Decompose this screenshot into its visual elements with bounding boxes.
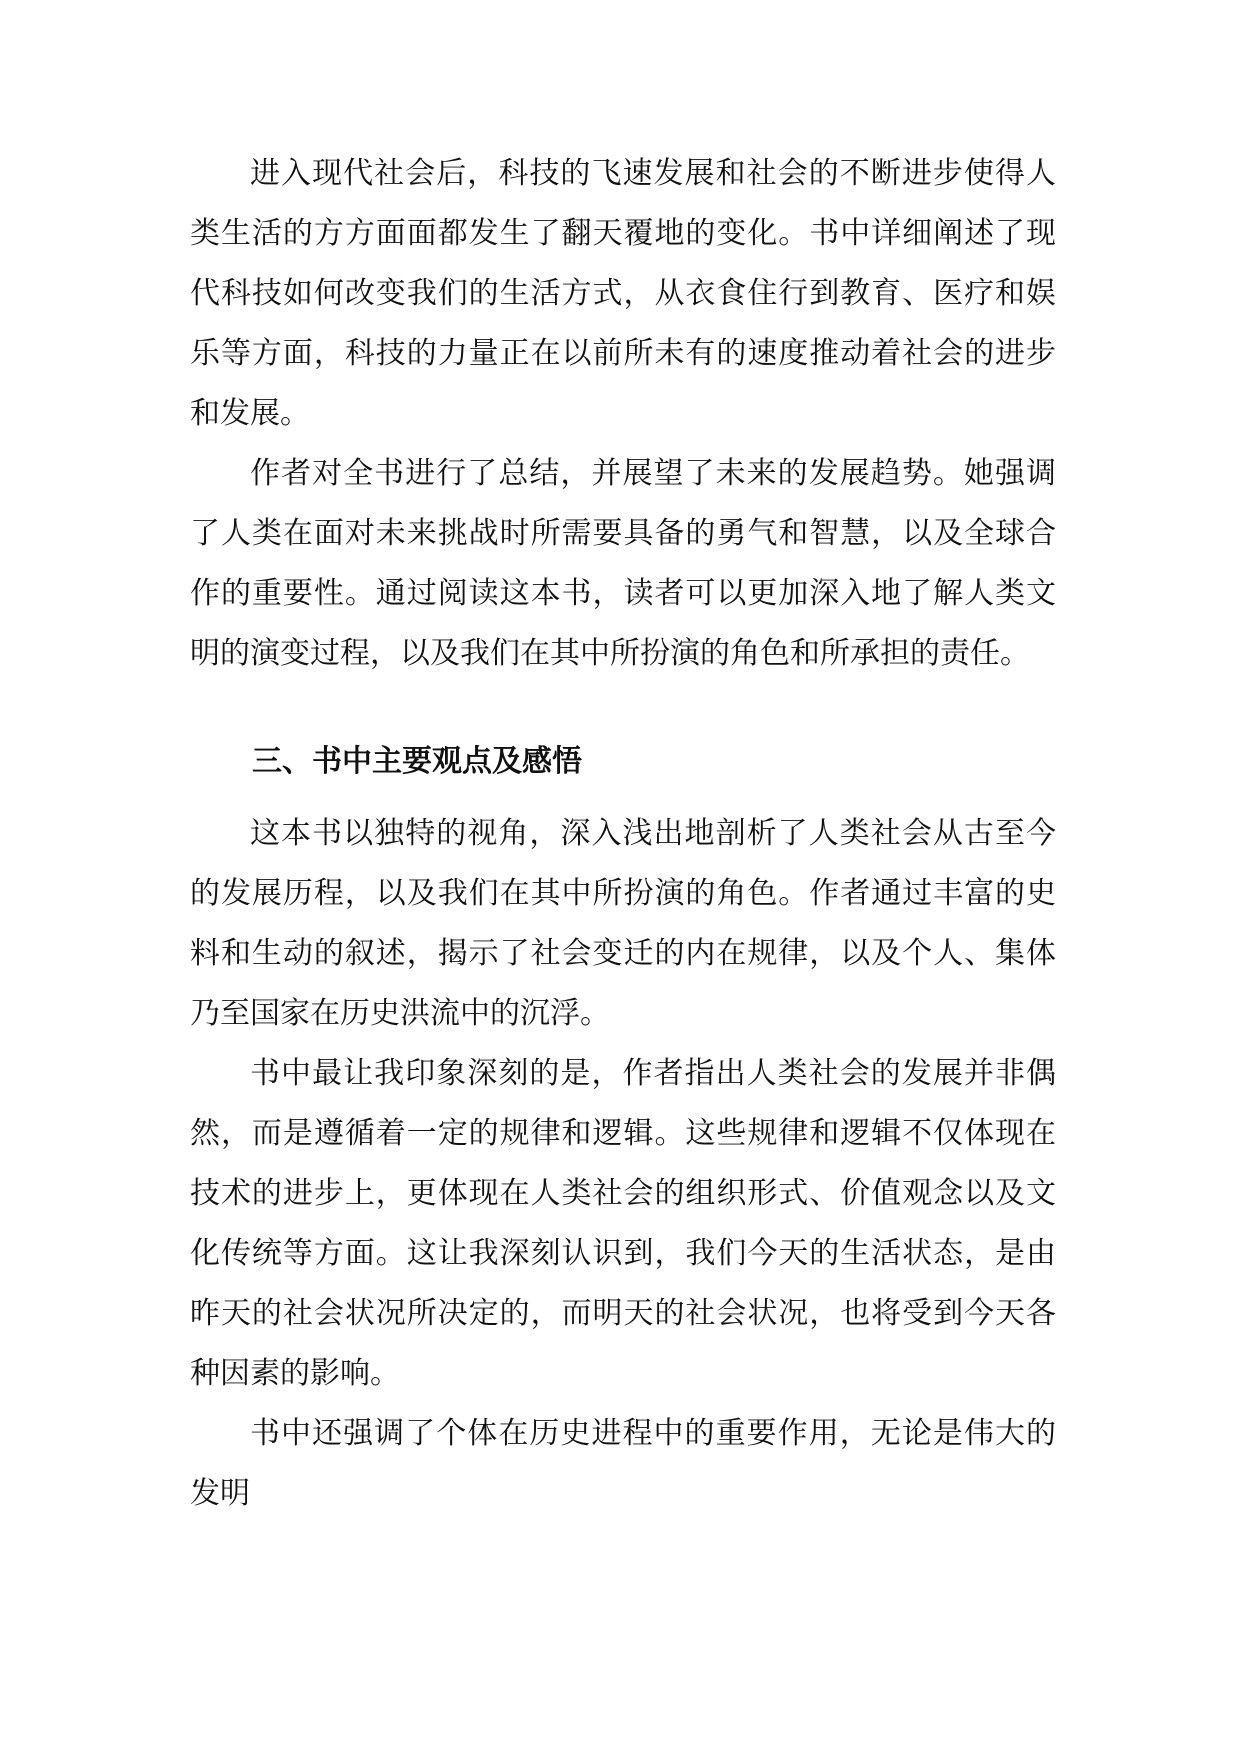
paragraph: 作者对全书进行了总结，并展望了未来的发展趋势。她强调了人类在面对未来挑战时所需要具备的勇气和智慧，以及全球合作的重要性。通过阅读这本书，读者可以更加深入地了解人类文明的演变过程，以及我们在其中所扮演的角色和所承担的责任。: [190, 456, 1056, 671]
paragraph: 进入现代社会后，科技的飞速发展和社会的不断进步使得人类生活的方方面面都发生了翻天覆地的变化。书中详细阐述了现代科技如何改变我们的生活方式，从衣食住行到教育、医疗和娱乐等方面，科技的力量正在以前所未有的速度推动着社会的进步和发展。: [190, 156, 1056, 431]
paragraph: 书中最让我印象深刻的是，作者指出人类社会的发展并非偶然，而是遵循着一定的规律和逻辑。这些规律和逻辑不仅体现在技术的进步上，更体现在人类社会的组织形式、价值观念以及文化传统等方面。这让我深刻认识到，我们今天的生活状态，是由昨天的社会状况所决定的，而明天的社会状况，也将受到今天各种因素的影响。: [190, 1056, 1056, 1391]
section-heading: 三、书中主要观点及感悟: [252, 744, 582, 779]
paragraph: 书中还强调了个体在历史进程中的重要作用，无论是伟大的发明: [190, 1416, 1056, 1511]
document-body: [190, 144, 1056, 1524]
paragraph: 这本书以独特的视角，深入浅出地剖析了人类社会从古至今的发展历程，以及我们在其中所扮演的角色。作者通过丰富的史料和生动的叙述，揭示了社会变迁的内在规律，以及个人、集体乃至国家在历史洪流中的沉浮。: [190, 816, 1056, 1031]
